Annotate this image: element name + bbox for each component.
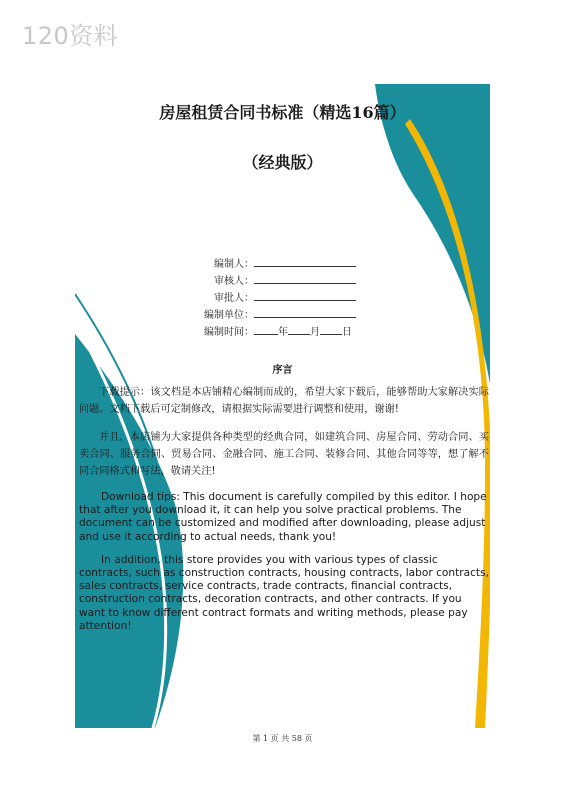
month-label: 月 xyxy=(310,327,320,338)
teal-swoosh-top xyxy=(375,84,490,384)
document-page xyxy=(75,84,490,728)
signature-fields xyxy=(195,255,356,340)
document-title: 房屋租赁合同书标准（精选16篇） xyxy=(159,103,406,122)
field-approver xyxy=(195,289,356,306)
paragraph-en: In addition, this store provides you with various types of classic contracts, such as construction contracts, housing contracts, labor contracts, sales contracts, service contracts, trade contracts, financial contracts, construction contracts, decoration contracts, and other contracts. If you want to know different contract formats and writing methods, please pay attention! xyxy=(79,553,489,632)
field-label: 编制人： xyxy=(214,259,254,270)
document-body xyxy=(79,384,489,643)
field-compiler xyxy=(195,255,356,272)
footer-prefix: 第 xyxy=(252,734,261,743)
footer-suffix: 页 xyxy=(304,734,313,743)
footer-page-number: 1 xyxy=(263,734,269,743)
field-label: 审批人： xyxy=(214,293,254,304)
year-label: 年 xyxy=(278,327,288,338)
blank-line xyxy=(254,308,356,318)
day-label: 日 xyxy=(342,327,352,338)
month-blank xyxy=(288,325,310,335)
page-footer xyxy=(0,733,565,744)
field-date xyxy=(195,323,356,340)
paragraph-cn: 下载提示：该文档是本店铺精心编制而成的，希望大家下载后，能够帮助大家解决实际问题。文档下载后可定制修改，请根据实际需要进行调整和使用，谢谢! xyxy=(79,387,489,415)
year-blank xyxy=(254,325,278,335)
field-label: 编制单位： xyxy=(204,310,254,321)
footer-mid: 页 共 xyxy=(270,734,290,743)
paragraph-cn: 并且，本店铺为大家提供各种类型的经典合同，如建筑合同、房屋合同、劳动合同、买卖合同、服务合同、贸易合同、金融合同、施工合同、装修合同、其他合同等等，想了解不同合同格式和写法，敬请关注! xyxy=(79,432,489,477)
preface-heading: 序言 xyxy=(272,365,293,376)
footer-total-pages: 58 xyxy=(291,734,302,743)
paragraph-en: Download tips: This document is carefully compiled by this editor. I hope that after you download it, it can help you solve practical problems. The document can be customized and modified after downloading, please adjust and use it according to actual needs, thank you! xyxy=(79,491,487,543)
day-blank xyxy=(320,325,342,335)
field-reviewer xyxy=(195,272,356,289)
watermark: 120资料 xyxy=(22,22,119,50)
blank-line xyxy=(254,274,356,284)
blank-line xyxy=(254,257,356,267)
field-label: 审核人： xyxy=(214,276,254,287)
document-subtitle: （经典版） xyxy=(242,153,323,172)
field-unit xyxy=(195,306,356,323)
blank-line xyxy=(254,291,356,301)
field-label: 编制时间： xyxy=(204,327,254,338)
